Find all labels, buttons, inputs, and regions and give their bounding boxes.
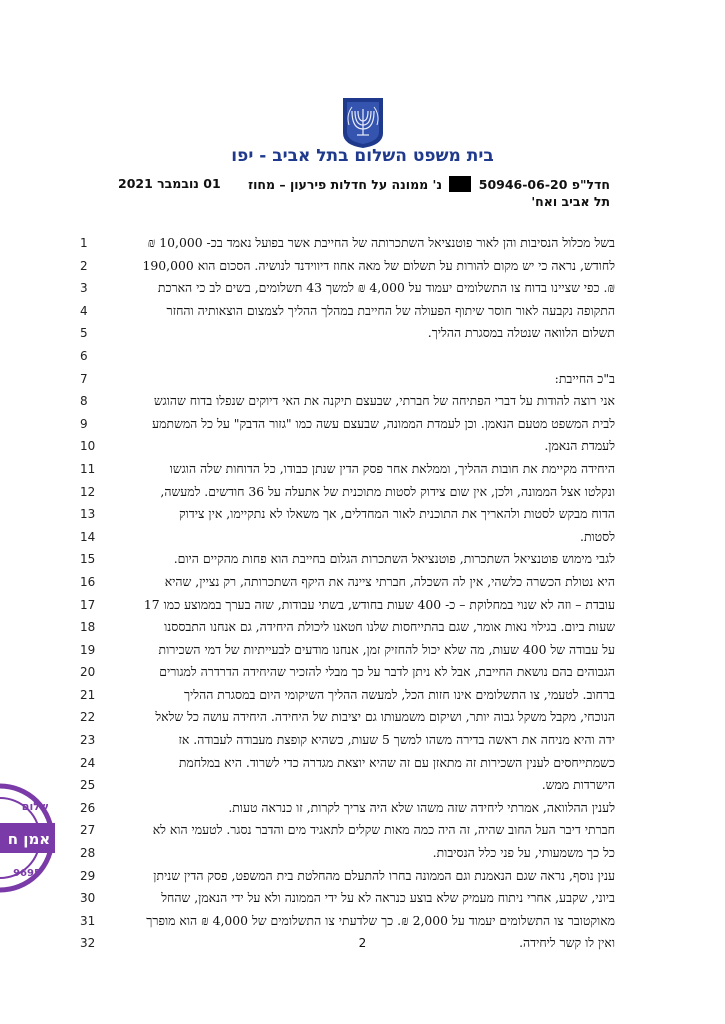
transcript-line [80, 390, 620, 413]
transcript-line [80, 300, 620, 323]
line-number: 5 [80, 326, 88, 341]
transcript-line [80, 255, 620, 278]
transcript-body [80, 232, 620, 955]
line-text: שעות ביום. בגילוי נאות אומר, שגם בהתייחסות שלנו חטאנו ליכולת היחידה, גם אנחנו התבססנו [164, 619, 615, 635]
line-number: 11 [80, 461, 96, 476]
line-text: הגבוהים בהם נושאת החייבת, אבל לא ניתן לדבר על כך מבלי להזכיר שהיחידה הדרדרה למגורים [159, 664, 615, 680]
stamp-bottom-text: 9695 [13, 868, 41, 879]
line-text: ידה והיא מניחה את ראשה בדירה משהו למשך 5 שעות, כשהיא קופצת מעבודה לעבודה. אז [178, 732, 615, 748]
line-text: חברתי דיבר העל החוב שהיה, זה היה כמה מאות שקלים לתאגיד מים והדבר נסגר. לטעמי הוא לא [152, 822, 615, 838]
line-number: 20 [80, 665, 96, 680]
line-text: אני רוצה להודות על דברי הפתיחה של חברתי, שבעצם תיקנה את האי דיוקים שנפלו בדוח שהוגש [153, 393, 615, 409]
line-number: 16 [80, 574, 96, 589]
transcript-line [80, 345, 620, 368]
line-number: 28 [80, 846, 96, 861]
hearing-date: 01 נובמבר 2021 [118, 176, 221, 191]
line-number: 31 [80, 913, 96, 928]
court-name: בית משפט השלום בתל אביב - יפו [231, 146, 494, 166]
transcript-line [80, 661, 620, 684]
line-text: ב"כ החייבת: [554, 370, 615, 386]
line-number: 25 [80, 778, 96, 793]
line-text: לחודש, נראה כי יש מקום להורות על תשלום של מאה אחוז דיווידנד לנושיה. הסכום הוא 190,000 [142, 257, 615, 273]
stamp-top-text: שלום [21, 800, 49, 813]
transcript-line [80, 481, 620, 504]
line-number: 27 [80, 823, 96, 838]
line-text: בשל מכלול הנסיבות והן לאור פוטנציאל השתכרותה של החייבת אשר בפועל נאמד בכ- 10,000 ₪ [147, 235, 615, 250]
line-number: 30 [80, 891, 96, 906]
line-number: 12 [80, 484, 96, 499]
transcript-line [80, 819, 620, 842]
line-number: 17 [80, 597, 96, 612]
line-text: היחידה מקיימת את חובות ההליך, וממלאת אחר פסק הדין שנתן כבודו, כל הדוחות שלה הוגשו [169, 460, 615, 476]
transcript-line [80, 706, 620, 729]
line-number: 26 [80, 800, 96, 815]
line-number: 19 [80, 642, 96, 657]
case-number: חדל"פ 50946-06-20 [478, 177, 610, 192]
transcript-line [80, 616, 620, 639]
line-text: לענין ההלוואה, אמרתי ליחידה שזה משהו שלא היה צריך לקרות, זו כנראה טעות. [228, 799, 615, 815]
state-emblem-icon [340, 95, 386, 149]
line-text: ביוני, שקבע, אחרי ניתוח מעמיק שלא בוצע כנראה לא על ידי הממונה ולא על ידי הנאמן, שהחל [161, 890, 615, 906]
case-title-continuation: תל אביב ואח' [531, 194, 610, 209]
transcript-line [80, 729, 620, 752]
transcript-line [80, 526, 620, 549]
transcript-line [80, 842, 620, 865]
line-text: על עבודה של 400 שעות, מה שלא יכול להחזיק זמן, אנחנו מודעים לבעייתיות של דמי השכירות [158, 641, 615, 657]
line-text: ואין לו קשר ליחידה. [519, 935, 615, 951]
line-number: 21 [80, 687, 96, 702]
line-number: 14 [80, 529, 96, 544]
transcript-line [80, 865, 620, 888]
line-number: 2 [80, 258, 88, 273]
transcript-line [80, 503, 620, 526]
line-text: כשמתייחסים לענין השכירות זה מתאזן עם זה שהיא יוצאת מגדרה כדי לשרוד. היא במלחמת [178, 754, 615, 770]
line-text: הנוכחי, מקבל משקל גבוה יותר, ושיקום משמעותו גם יציבות של היחידה. היחידה עושה כל שלאל [155, 709, 615, 725]
line-text: הישרדות ממש. [541, 777, 615, 793]
line-number: 6 [80, 348, 88, 363]
line-number: 18 [80, 620, 96, 635]
transcript-line [80, 458, 620, 481]
line-text: לבית המשפט מטעם הנאמן. וכן לעמדת הממונה, שבעצם עשה כמו "גזור הדבק" על כל המשתמע [152, 415, 615, 431]
line-number: 29 [80, 868, 96, 883]
line-number: 10 [80, 439, 96, 454]
transcript-line [80, 639, 620, 662]
stamp-middle-text: אמן ח [7, 830, 51, 848]
line-number: 13 [80, 507, 96, 522]
line-text: ברחוב. לטעמי, צו התשלומים אינו חזות הכל, למעשה ההליך השיקומי היום במסגרת ההליך [183, 686, 615, 702]
line-text: עובדת – וזה לא שנוי במחלוקת – כ- 400 שעות בחודש, בשתי עבודות, שזה בערך בממוצע כמו 17 [143, 596, 615, 612]
transcript-line [80, 322, 620, 345]
line-text: ₪. כפי שציינו בדוח צו התשלומים יעמוד על 4,000 ₪ למשך 43 תשלומים, בשים לב כי הארכת [157, 280, 615, 296]
transcript-line [80, 774, 620, 797]
line-text: לגבי מימוש פוטנציאל השתכרות, פוטנציאל השתכרות הגלום בחייבת הוא פחות מהקיים היום. [173, 551, 615, 567]
transcript-line [80, 232, 620, 255]
redaction-block [449, 176, 471, 192]
line-number: 15 [80, 552, 96, 567]
line-number: 3 [80, 281, 88, 296]
line-text: לעמדת הנאמן. [544, 438, 615, 454]
line-number: 1 [80, 236, 88, 250]
transcript-line [80, 594, 620, 617]
transcript-line [80, 368, 620, 391]
lawyer-stamp [0, 768, 55, 908]
line-text: לסטות. [580, 528, 615, 544]
line-number: 7 [80, 371, 88, 386]
line-number: 8 [80, 394, 88, 409]
line-text: הדוח מבקש לסטות ולהאריך את התוכנית לאור המחדלים, אך משאלו לא נתקיימו, אין צידוק [178, 506, 615, 522]
transcript-line [80, 413, 620, 436]
page-number: 2 [358, 936, 367, 950]
case-title: נ' ממונה על חדלות פירעון – מחוז [248, 177, 443, 192]
transcript-line [80, 277, 620, 300]
line-text: תשלום הלוואה שנטלה במסגרת ההליך. [427, 325, 615, 341]
line-number: 32 [80, 936, 96, 951]
transcript-line [80, 910, 620, 933]
line-number: 9 [80, 416, 88, 431]
transcript-line [80, 684, 620, 707]
line-number: 22 [80, 710, 96, 725]
transcript-line [80, 571, 620, 594]
line-text: ענין נוסף, נראה שגם הנאמנת וגם הממונה בחרו להתעלם מהחלטת בית המשפט, פסק הדין שניתן [153, 867, 615, 883]
transcript-line [80, 752, 620, 775]
line-text: התקופה נקבעה לאור חוסר שיתוף הפעולה של החייבת במהלך ההליך לצמצום הוצאותיה והחזר [166, 302, 615, 318]
line-text: מאוקטובר צו התשלומים יעמוד על 2,000 ₪. כך שלדעתי צו התשלומים של 4,000 ₪ הוא מופרך [146, 912, 615, 928]
transcript-line [80, 887, 620, 910]
line-number: 24 [80, 755, 96, 770]
line-text: היא נטולת הכשרה כלשהי, אין לה השכלה, חברתי ציינה את היקף השתכרותה, רק נציין, שהיא [164, 573, 615, 589]
line-number: 23 [80, 733, 96, 748]
line-number: 4 [80, 303, 88, 318]
transcript-line [80, 797, 620, 820]
case-header [248, 176, 610, 192]
transcript-line [80, 548, 620, 571]
line-text: ונקלטו אצל הממונה, ולכן, אין שום צידוק לסטות מתוכנית של אתעלה על 36 חודשים. למעשה, [160, 483, 615, 499]
transcript-line [80, 435, 620, 458]
line-text: כל כך משמעותי, על פני כלל הנסיבות. [432, 845, 615, 861]
